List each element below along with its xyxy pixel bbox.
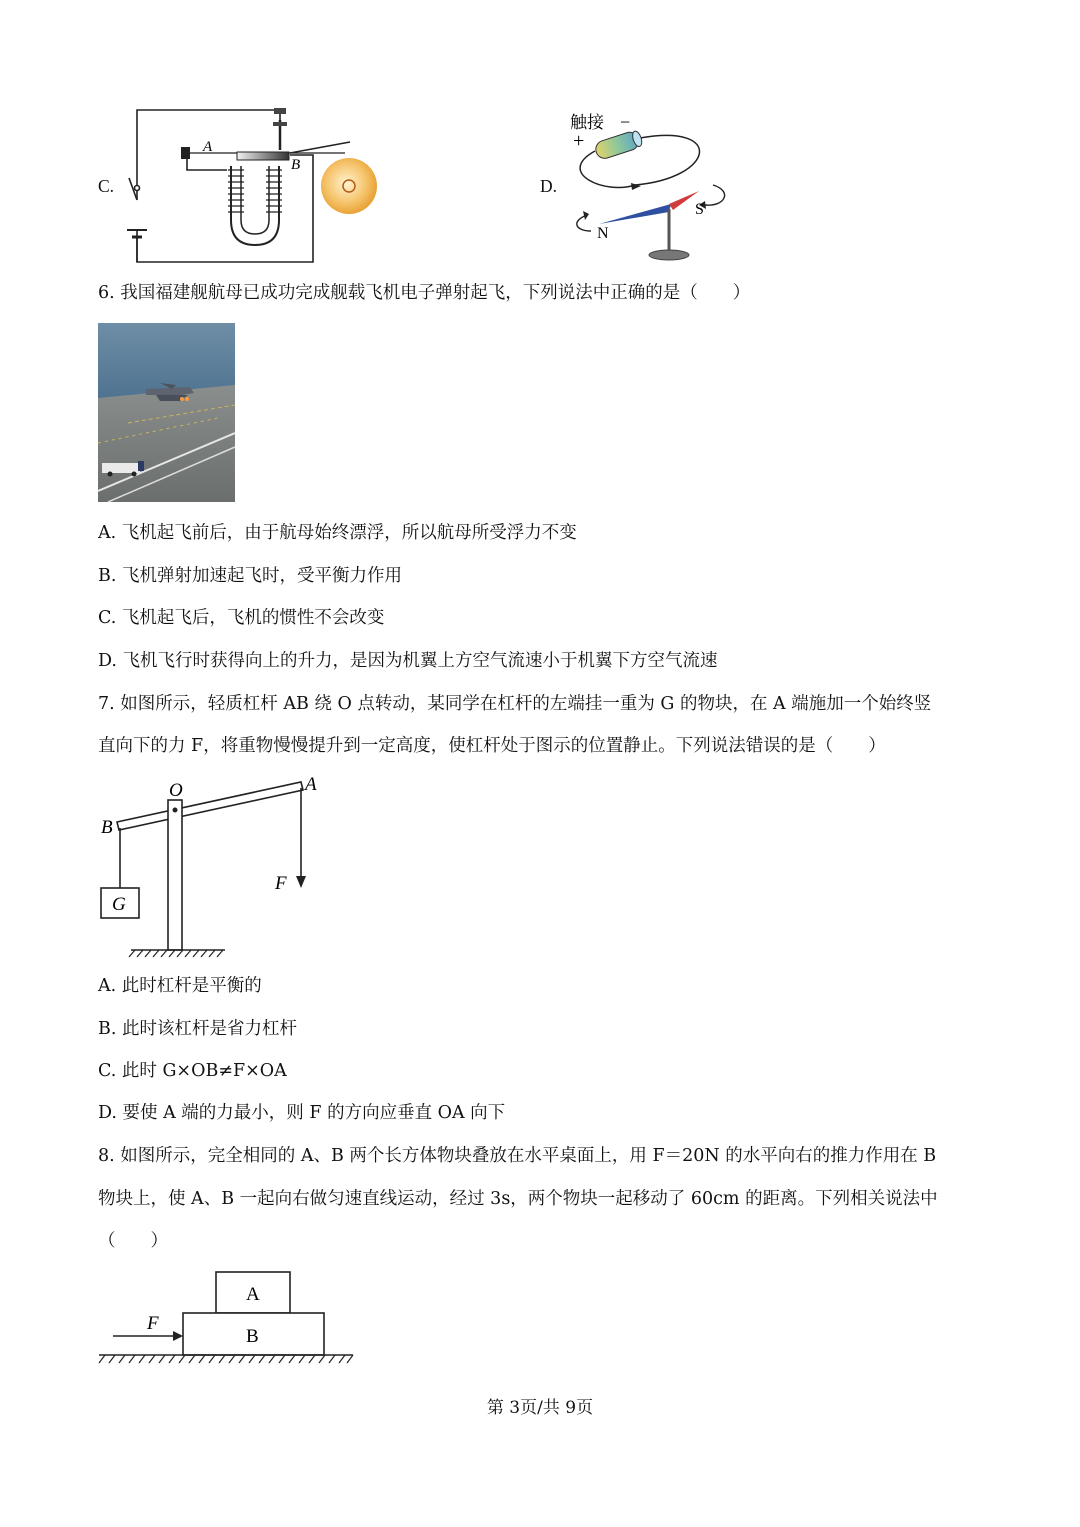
force-f-arrowhead: [173, 1331, 183, 1341]
force-f-arrowhead: [296, 876, 306, 888]
label-s: S: [695, 201, 704, 218]
label-f: F: [147, 1313, 159, 1334]
battery: [594, 129, 644, 161]
coil-wire: [187, 153, 227, 170]
bell-gong: [321, 158, 377, 214]
page-footer: 第 3页/共 9页: [486, 1398, 594, 1418]
q7-stem-line2: 直向下的力 F，将重物慢慢提升到一定高度，使杠杆处于图示的位置静止。下列说法错误的是（ ）: [98, 736, 886, 756]
q7-stem-line1: 7. 如图所示，轻质杠杆 AB 绕 O 点转动，某同学在杠杆的左端挂一重为 G 的物块，在 A 端施加一个始终竖: [98, 694, 932, 714]
q6-stem: 6. 我国福建舰航母已成功完成舰载飞机电子弹射起飞，下列说法中正确的是（ ）: [98, 283, 751, 303]
label-minus: −: [620, 112, 631, 132]
label-b: B: [101, 817, 113, 838]
armature-b: [237, 152, 289, 160]
q8-stem-line3: （ ）: [98, 1231, 168, 1251]
ground-hatching: [129, 950, 223, 957]
q8-stem-line1: 8. 如图所示，完全相同的 A、B 两个长方体物块叠放在水平桌面上，用 F＝20N 的水平向右的推力作用在 B: [98, 1146, 937, 1166]
aircraft-carrier-photo: [98, 323, 235, 502]
q6-option-d: D. 飞机飞行时获得向上的升力，是因为机翼上方空气流速小于机翼下方空气流速: [98, 651, 718, 671]
q8-figure-blocks: [95, 1265, 360, 1375]
label-b: B: [291, 157, 301, 173]
q7-figure-lever: [95, 770, 335, 960]
q6-option-c: C. 飞机起飞后，飞机的惯性不会改变: [98, 608, 385, 628]
pivot-o: [173, 808, 178, 813]
q5-figure-oersted: [565, 103, 745, 268]
q8-stem-line2: 物块上，使 A、B 一起向右做匀速直线运动，经过 3s，两个物块一起移动了 60cm 的距离。下列相关说法中: [98, 1189, 938, 1209]
q5-option-d-label: D.: [540, 176, 558, 196]
label-o: O: [169, 780, 183, 801]
q5-figure-electric-bell: [115, 100, 390, 268]
label-a: A: [246, 1284, 260, 1305]
table-hatching: [99, 1355, 353, 1363]
label-b: B: [246, 1326, 259, 1347]
lever-ab: [117, 782, 303, 830]
wire-loop-right: [635, 135, 700, 185]
label-f: F: [275, 873, 287, 894]
label-a: A: [203, 139, 213, 155]
hammer-rod: [290, 142, 350, 153]
q6-option-b: B. 飞机弹射加速起飞时，受平衡力作用: [98, 566, 402, 586]
switch-contact: [135, 186, 140, 191]
bell-wire-bottom: [137, 155, 313, 262]
label-plus: +: [573, 130, 585, 152]
label-a: A: [305, 774, 317, 795]
label-n: N: [597, 225, 609, 242]
screw-head: [274, 108, 286, 114]
rotation-arrow-left: [577, 215, 591, 231]
rotation-arrow-right: [705, 185, 725, 205]
q6-option-a: A. 飞机起飞前后，由于航母始终漂浮，所以航母所受浮力不变: [98, 523, 577, 543]
q7-option-d: D. 要使 A 端的力最小，则 F 的方向应垂直 OA 向下: [98, 1103, 506, 1123]
q7-option-b: B. 此时该杠杆是省力杠杆: [98, 1019, 297, 1039]
needle-north: [599, 204, 671, 224]
pivot-post: [168, 800, 182, 950]
terminal-a: [181, 147, 190, 159]
label-g: G: [112, 894, 126, 915]
q7-option-a: A. 此时杠杆是平衡的: [98, 976, 262, 996]
q5-option-c-label: C.: [98, 176, 115, 196]
label-contact: 触接: [570, 113, 604, 132]
coil-windings: [228, 170, 282, 212]
q7-option-c: C. 此时 G×OB≠F×OA: [98, 1061, 287, 1081]
